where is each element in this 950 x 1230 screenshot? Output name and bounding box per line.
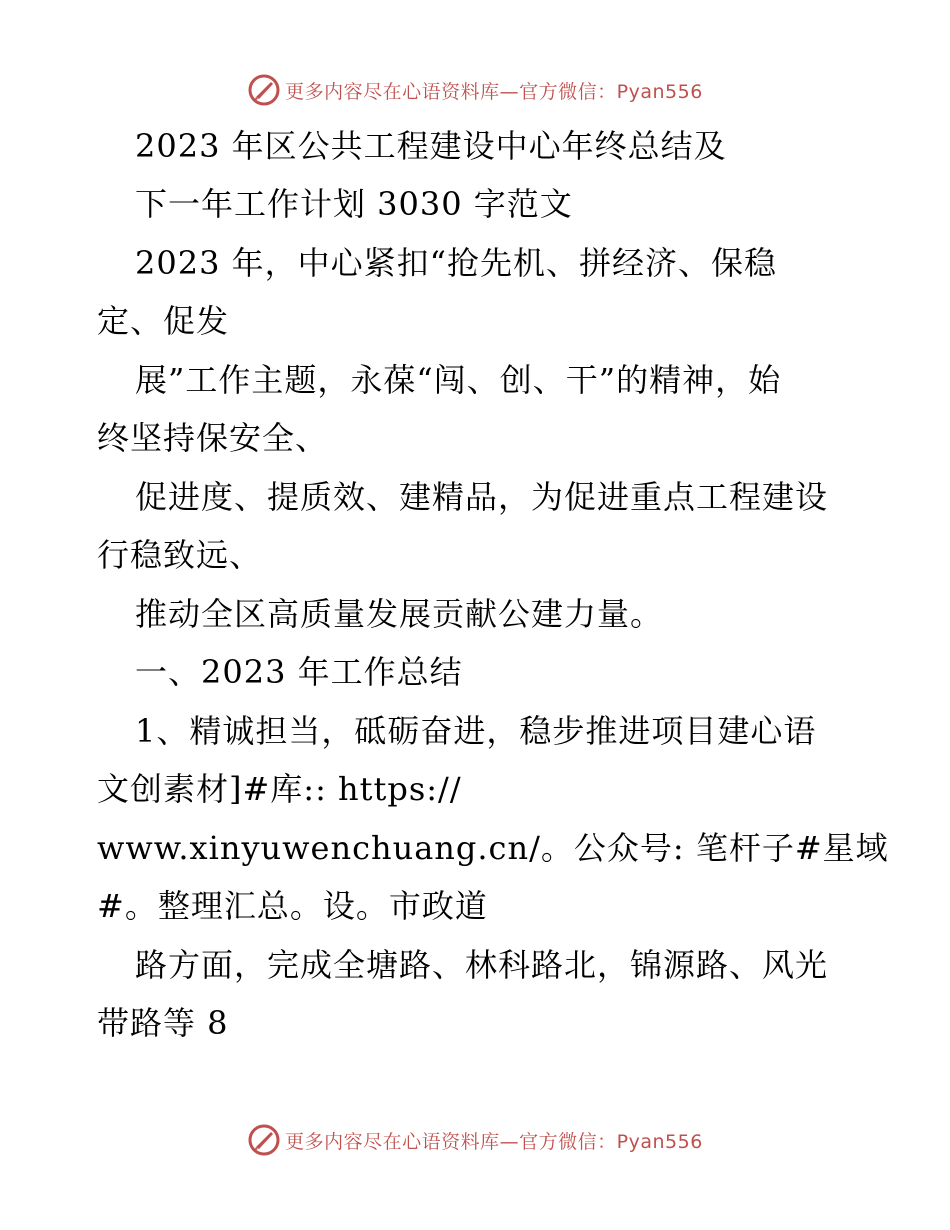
title-line-2: 下一年工作计划 3030 字范文 [135, 185, 573, 223]
paragraph-line: #。整理汇总。设。市政道 [97, 887, 488, 925]
banner-text: 更多内容尽在心语资料库—官方微信：Pyan556 [285, 80, 703, 103]
paragraph-line: 展”工作主题，永葆“闯、创、干”的精神，始 [135, 361, 782, 399]
paragraph-line: 促进度、提质效、建精品，为促进重点工程建设 [135, 478, 829, 516]
title-line-1: 2023 年区公共工程建设中心年终总结及 [135, 127, 727, 165]
paragraph-line: 行稳致远、 [97, 536, 263, 574]
paragraph-line: 终坚持保安全、 [97, 419, 329, 457]
paragraph-line: 带路等 8 [97, 1004, 229, 1042]
paragraph-line: www.xinyuwenchuang.cn/。公众号: 笔杆子#星域 [97, 829, 889, 867]
banner-text: 更多内容尽在心语资料库—官方微信：Pyan556 [285, 1130, 703, 1153]
footer-watermark-banner [0, 1120, 950, 1160]
paragraph-line: 文创素材]#库:: https:// [97, 770, 462, 808]
paragraph-line: 1、精诚担当，砥砺奋进，稳步推进项目建心语 [135, 712, 817, 750]
paragraph-line: 定、促发 [97, 302, 230, 340]
header-watermark-banner [0, 70, 950, 110]
section-heading: 一、2023 年工作总结 [135, 653, 463, 691]
paragraph-line: 推动全区高质量发展贡献公建力量。 [135, 595, 664, 633]
paragraph-line: 2023 年，中心紧扣“抢先机、拼经济、保稳 [135, 244, 777, 282]
quill-seal-icon [247, 1123, 281, 1157]
paragraph-line: 路方面，完成全塘路、林科路北，锦源路、风光 [135, 946, 829, 984]
quill-seal-icon [247, 73, 281, 107]
